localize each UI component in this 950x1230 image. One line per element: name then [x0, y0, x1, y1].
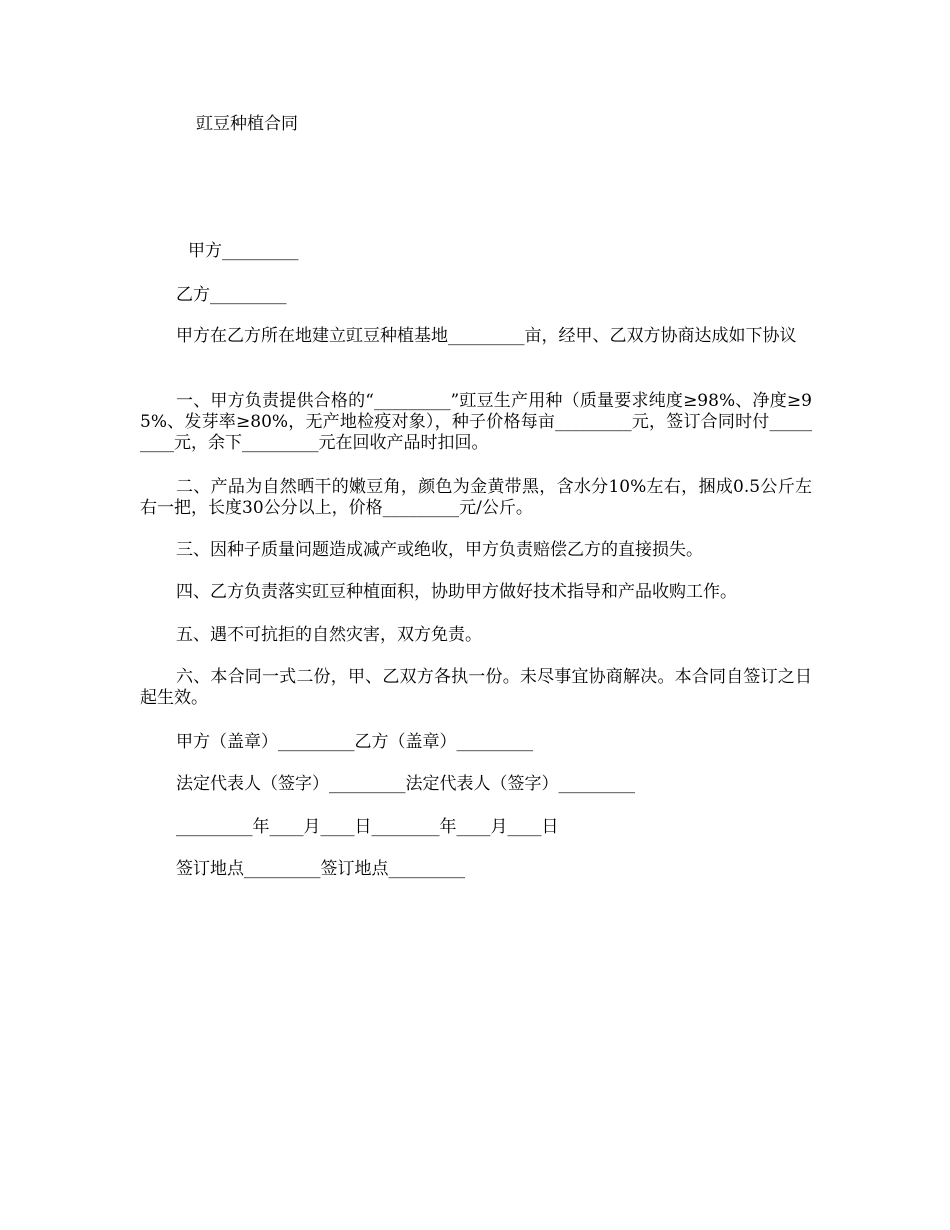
clause-4: 四、乙方负责落实豇豆种植面积，协助甲方做好技术指导和产品收购工作。	[176, 582, 737, 602]
clause-3: 三、因种子质量问题造成减产或绝收，甲方负责赔偿乙方的直接损失。	[176, 540, 703, 560]
clause-6: 六、本合同一式二份，甲、乙双方各执一份。未尽事宜协商解决。本合同自签订之日起生效。	[140, 667, 812, 708]
seal-line: 甲方（盖章）_________乙方（盖章）_________	[176, 732, 533, 752]
clause-5: 五、遇不可抗拒的自然灾害，双方免责。	[176, 625, 482, 645]
intro-paragraph: 甲方在乙方所在地建立豇豆种植基地_________亩，经甲、乙双方协商达成如下协议	[176, 326, 797, 346]
party-b-line: 乙方_________	[176, 285, 287, 305]
signing-place-line: 签订地点_________签订地点_________	[176, 859, 465, 879]
clause-2: 二、产品为自然晒干的嫩豆角，颜色为金黄带黑，含水分10%左右，捆成0.5公斤左右一把，长度30公分以上，价格_________元/公斤。	[140, 477, 812, 518]
party-a-line: 甲方_________	[188, 241, 299, 261]
clause-1: 一、甲方负责提供合格的“_________”豇豆生产用种（质量要求纯度≥98%、净度≥95%、发芽率≥80%，无产地检疫对象），种子价格每亩_________元，签订合同时付_________元，余下_________元在回收产品时扣回。	[140, 391, 812, 453]
date-line: _________年____月____日________年____月____日	[176, 817, 559, 837]
document-title: 豇豆种植合同	[196, 114, 298, 134]
representative-line: 法定代表人（签字）_________法定代表人（签字）_________	[176, 774, 635, 794]
